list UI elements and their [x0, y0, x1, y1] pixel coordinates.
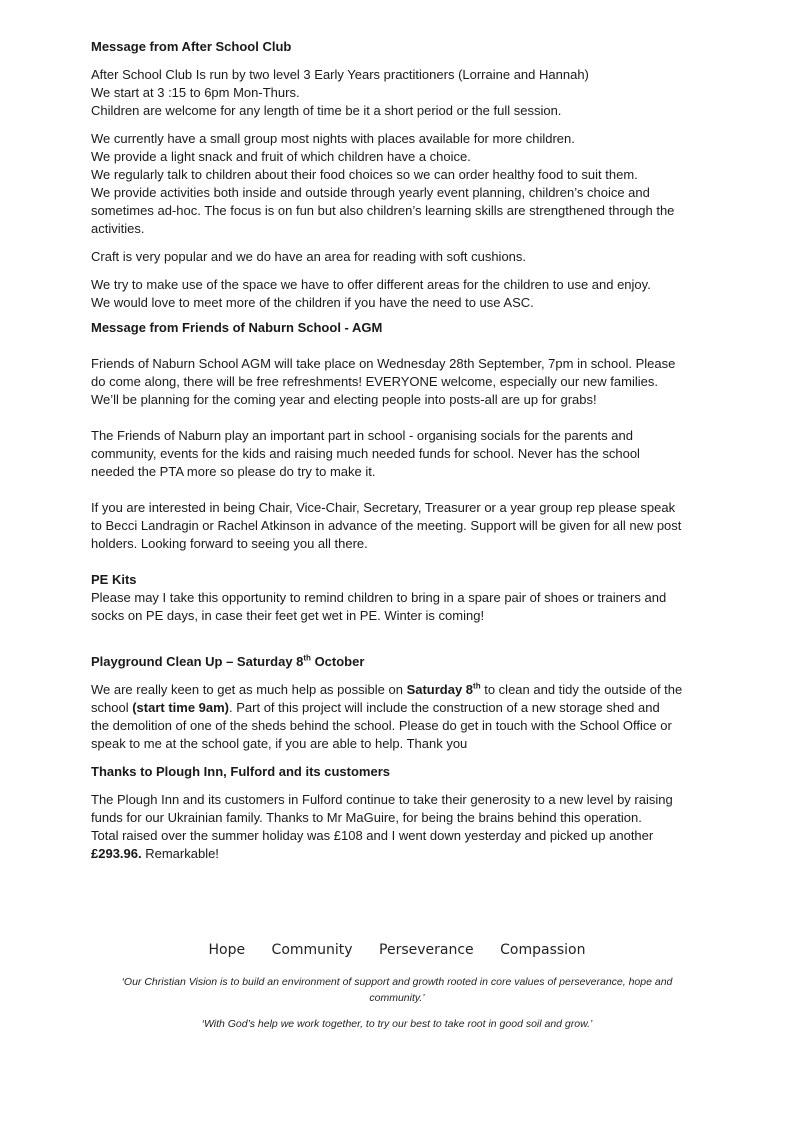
text-line: Friends of Naburn School AGM will take place on Wednesday 28th September, 7pm in school. Please: [91, 356, 676, 371]
value-perseverance: Perseverance: [379, 942, 474, 958]
text-line: We start at 3 :15 to 6pm Mon-Thurs.: [91, 85, 300, 100]
playground-heading: Playground Clean Up – Saturday 8th October: [91, 653, 365, 669]
text-line: Please may I take this opportunity to remind children to bring in a spare pair of shoes or trainers and: [91, 590, 667, 605]
christian-vision: ‘Our Christian Vision is to build an environment of support and growth rooted in core values of perseverance, hope and community.’: [121, 976, 673, 1004]
value-compassion: Compassion: [500, 942, 586, 958]
asc-paragraph-1: [91, 66, 711, 120]
text-line: We provide a light snack and fruit of which children have a choice.: [91, 149, 471, 164]
text-line: community, events for the kids and raising much needed funds for school. Never has the school: [91, 446, 640, 461]
friends-paragraph-3: [91, 499, 711, 553]
text-line: The Friends of Naburn play an important part in school - organising socials for the parents and: [91, 428, 633, 443]
text-line: socks on PE days, in case their feet get wet in PE. Winter is coming!: [91, 608, 485, 623]
school-motto: ‘With God’s help we work together, to try our best to take root in good soil and grow.’: [201, 1018, 593, 1030]
text-line: to Becci Landragin or Rachel Atkinson in advance of the meeting. Support will be given for all new post: [91, 518, 682, 533]
text-line: We currently have a small group most nights with places available for more children.: [91, 131, 575, 146]
text-line: activities.: [91, 221, 145, 236]
playground-paragraph: We are really keen to get as much help as possible on Saturday 8th to clean and tidy the outside of the school (start time 9am). Part of this project will include the construction of a new storage shed and the demolition of one of the sheds behind the school. Please do get in touch with the School Office or speak to me at the school gate, if you are able to help. Thank you: [91, 681, 683, 751]
text-line: holders. Looking forward to seeing you all there.: [91, 536, 368, 551]
friends-paragraph-2: [91, 427, 711, 481]
friends-heading: Message from Friends of Naburn School - AGM: [91, 320, 383, 335]
plough-heading: Thanks to Plough Inn, Fulford and its customers: [91, 764, 391, 779]
asc-paragraph-2: [91, 130, 711, 238]
text-line: We regularly talk to children about their food choices so we can order healthy food to suit them.: [91, 167, 638, 182]
text-line: We provide activities both inside and outside through yearly event planning, children’s choice and: [91, 185, 650, 200]
text-line: The Plough Inn and its customers in Fulford continue to take their generosity to a new level by raising: [91, 792, 673, 807]
value-hope: Hope: [208, 942, 246, 958]
asc-paragraph-3: Craft is very popular and we do have an area for reading with soft cushions.: [91, 249, 527, 264]
friends-paragraph-1: [91, 355, 711, 409]
text-line: the demolition of one of the sheds behind the school. Please do get in touch with the School Office or: [91, 718, 672, 733]
text-line: do come along, there will be free refreshments! EVERYONE welcome, especially our new families.: [91, 374, 658, 389]
text-line: needed the PTA more so please do try to make it.: [91, 464, 376, 479]
text-line: We would love to meet more of the children if you have the need to use ASC.: [91, 295, 534, 310]
text-line: sometimes ad-hoc. The focus is on fun but also children’s learning skills are strengthened through the: [91, 203, 675, 218]
asc-paragraph-4: [91, 276, 711, 312]
text-line: funds for our Ukrainian family. Thanks to Mr MaGuire, for being the brains behind this operation.: [91, 810, 642, 825]
text-line: Total raised over the summer holiday was £108 and I went down yesterday and picked up another: [91, 828, 654, 843]
value-community: Community: [271, 942, 353, 958]
newsletter-body: [91, 38, 711, 863]
text-line: speak to me at the school gate, if you are able to help. Thank you: [91, 736, 468, 751]
text-line: If you are interested in being Chair, Vice-Chair, Secretary, Treasurer or a year group rep please speak: [91, 500, 676, 515]
plough-paragraph: The Plough Inn and its customers in Fulford continue to take their generosity to a new level by raising funds for our Ukrainian family. Thanks to Mr MaGuire, for being the brains behind this operation. Total raised over the summer holiday was £108 and I went down yesterday and picked up another £293.96. Remarkable!: [91, 792, 673, 861]
core-values: [0, 942, 794, 958]
text-line: Children are welcome for any length of time be it a short period or the full session.: [91, 103, 562, 118]
text-line: After School Club Is run by two level 3 Early Years practitioners (Lorraine and Hannah): [91, 67, 589, 82]
pe-heading: PE Kits: [91, 572, 137, 587]
text-line: We’ll be planning for the coming year and electing people into posts-all are up for grabs!: [91, 392, 597, 407]
pe-paragraph: [91, 589, 711, 625]
text-line: We try to make use of the space we have to offer different areas for the children to use and enjoy.: [91, 277, 651, 292]
asc-heading: Message from After School Club: [91, 39, 292, 54]
